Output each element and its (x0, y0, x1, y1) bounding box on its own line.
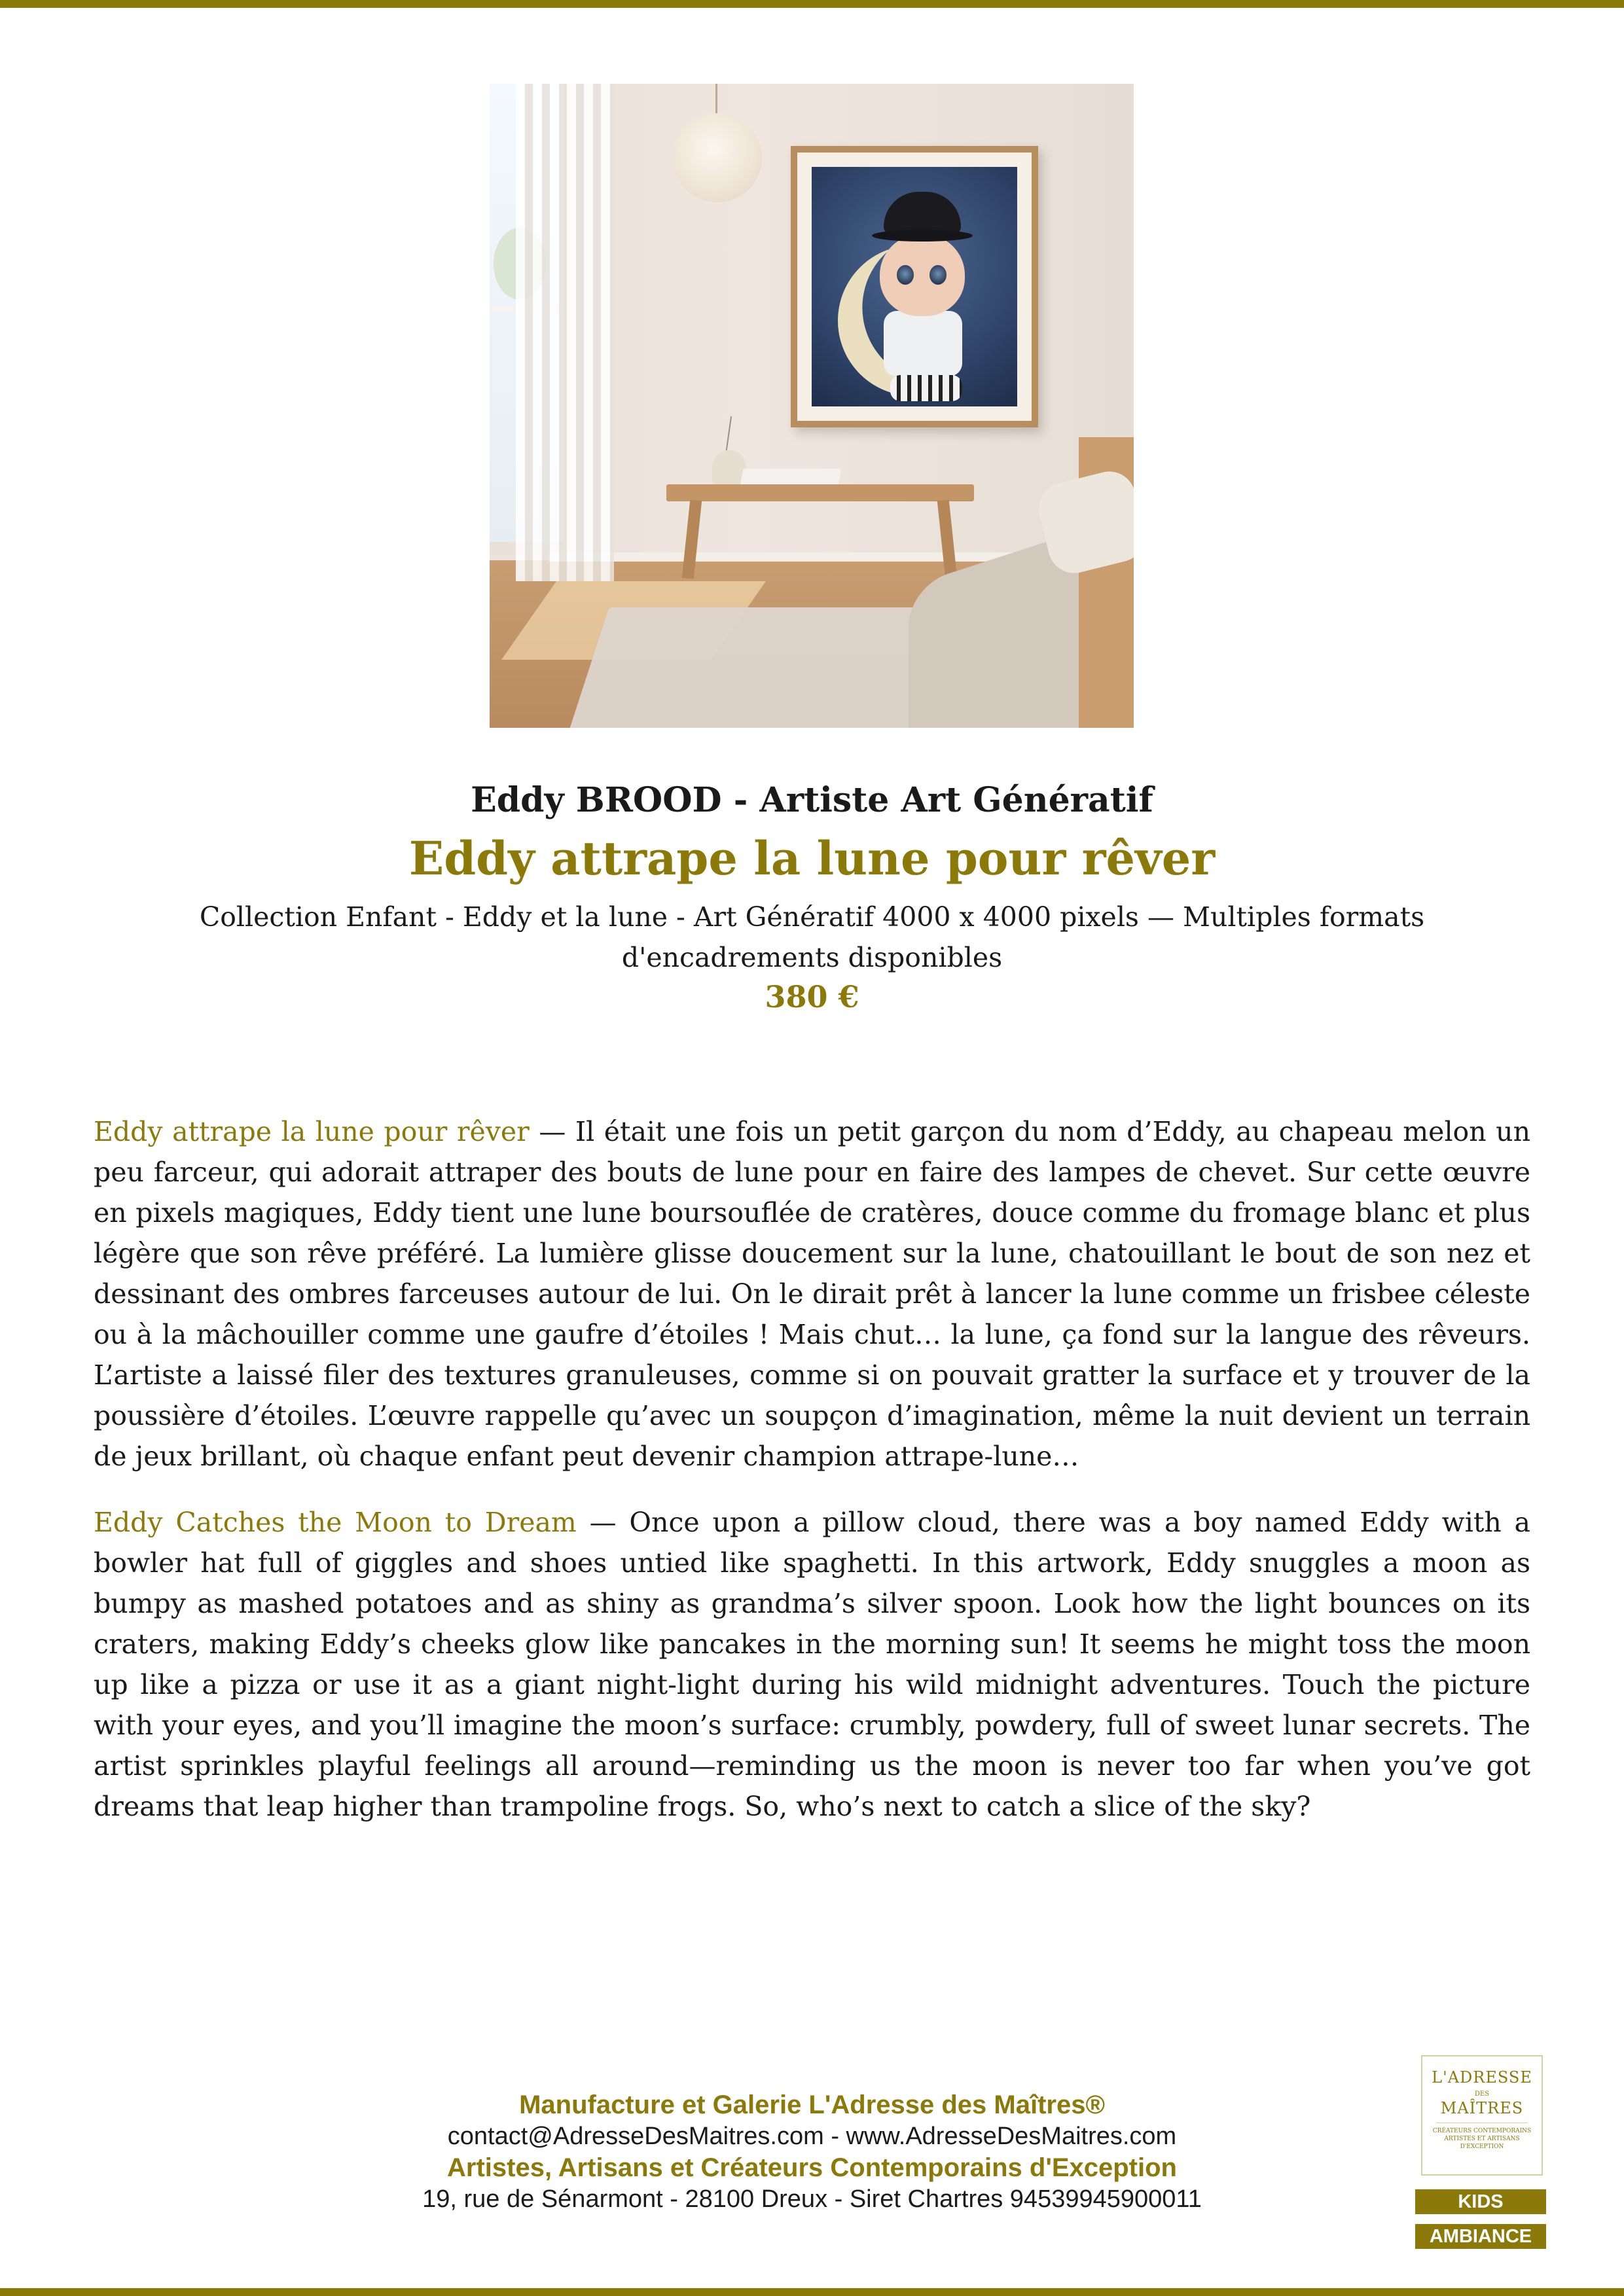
picture-frame (791, 146, 1038, 427)
footer-address: 19, rue de Sénarmont - 28100 Dreux - Siret Chartres 94539945900011 (422, 2185, 1202, 2213)
logo-line-3: MAÎTRES (1440, 2099, 1524, 2117)
top-rule (0, 0, 1624, 8)
logo-line-2: DES (1474, 2090, 1490, 2098)
bench-top (666, 484, 974, 501)
framed-artwork (812, 167, 1017, 406)
footer-contact[interactable]: contact@AdresseDesMaitres.com - www.AdresseDesMaitres.com (447, 2123, 1177, 2150)
description-en-text: — Once upon a pillow cloud, there was a boy named Eddy with a bowler hat full of giggles and shoes untied like spaghetti. In this artwork, Eddy snuggles a moon as bumpy as mashed potatoes and as shiny as grandma’s silver spoon. Look how the light bounces on its craters, making Eddy’s cheeks glow like pancakes in the morning sun! It seems he might toss the moon up like a pizza or use it as a giant night-light during his wild midnight adventures. Touch the picture with your eyes, and you’ll imagine the moon’s surface: crumbly, powdery, full of sweet lunar secrets. The artist sprinkles playful feelings all around—reminding us the moon is never too far when you’ve got dreams that leap higher than trampoline frogs. So, who’s next to catch a slice of the sky? (94, 1507, 1531, 1822)
footer-company: Manufacture et Galerie L'Adresse des Maîtres® (519, 2090, 1105, 2119)
striped-legs (890, 375, 962, 401)
logo-line-1: L'ADRESSE (1432, 2068, 1532, 2087)
boy-body (884, 311, 962, 376)
footer-tagline: Artistes, Artisans et Créateurs Contemporains d'Exception (447, 2153, 1177, 2182)
badge-ambiance: AMBIANCE (1415, 2224, 1546, 2249)
badge-kids: KIDS (1415, 2189, 1546, 2214)
footer (196, 2089, 1428, 2215)
boy-eye-left (897, 265, 914, 285)
description-en (94, 1502, 1530, 1827)
logo-line-4: CRÉATEURS CONTEMPORAINS ARTISTES ET ARTISANS D'EXCEPTION (1432, 2128, 1532, 2150)
bottom-rule (0, 2288, 1624, 2296)
description-en-lead: Eddy Catches the Moon to Dream (94, 1507, 577, 1538)
artwork-subtitle: Collection Enfant - Eddy et la lune - Art Génératif 4000 x 4000 pixels — Multiples formats d'encadrements disponibles (199, 901, 1425, 973)
open-book (740, 469, 842, 486)
curtain (516, 84, 614, 581)
artwork-title: Eddy attrape la lune pour rêver (408, 831, 1216, 886)
bowler-hat (884, 192, 961, 235)
boy-face (880, 234, 965, 316)
artwork-photo (490, 84, 1134, 728)
description-fr-lead: Eddy attrape la lune pour rêver (94, 1116, 530, 1147)
brand-logo (1421, 2055, 1543, 2176)
artist-name: Eddy BROOD - Artiste Art Génératif (471, 780, 1153, 820)
hat-brim (872, 230, 973, 242)
description-fr (94, 1111, 1530, 1477)
boy-eye-right (929, 265, 947, 285)
description-fr-text: — Il était une fois un petit garçon du nom d’Eddy, au chapeau melon un peu farceur, qui adorait attraper des bouts de lune pour en faire des lampes de chevet. Sur cette œuvre en pixels magiques, Eddy tient une lune boursouflée de cratères, douce comme du fromage blanc et plus légère que son rêve préféré. La lumière glisse doucement sur la lune, chatouillant le bout de son nez et dessinant des ombres farceuses autour de lui. On le dirait prêt à lancer la lune comme un frisbee céleste ou à la mâchouiller comme une gaufre d’étoiles ! Mais chut… la lune, ça fond sur la langue des rêveurs. L’artiste a laissé filer des textures granuleuses, comme si on pouvait gratter la surface et y trouver de la poussière d’étoiles. L’œuvre rappelle qu’avec un soupçon d’imagination, même la nuit devient un terrain de jeux brillant, où chaque enfant peut devenir champion attrape-lune… (94, 1116, 1530, 1472)
paper-lamp (673, 113, 762, 202)
artwork-price: 380 € (765, 979, 859, 1014)
